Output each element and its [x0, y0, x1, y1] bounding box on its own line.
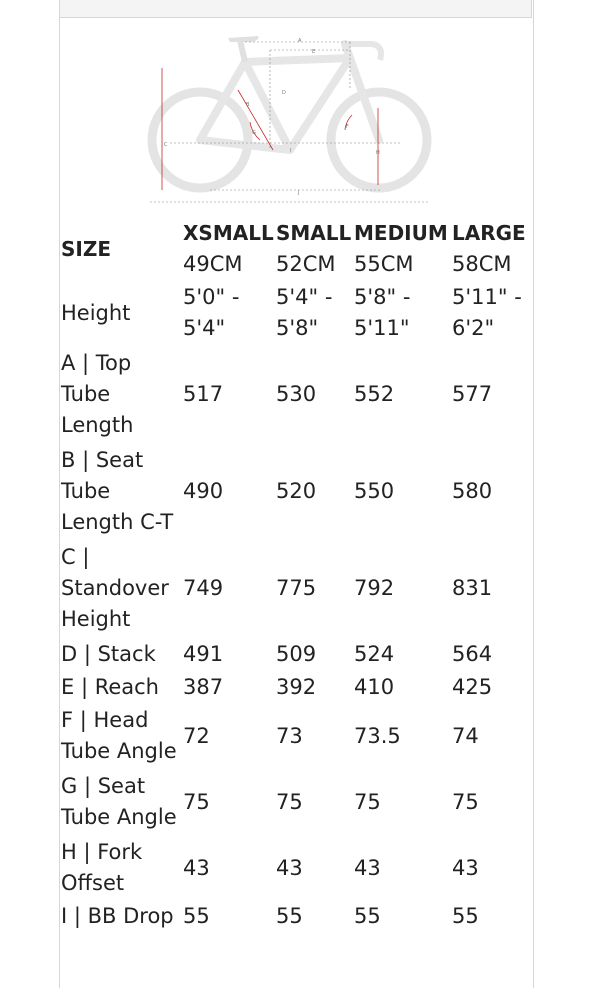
- svg-text:A: A: [298, 38, 302, 44]
- panel-header-bar: [59, 0, 532, 18]
- row-label: I | BB Drop: [61, 904, 174, 928]
- table-cell: 520: [276, 479, 317, 503]
- table-cell: 5'0" - 5'4": [183, 285, 240, 340]
- size-header-label: SIZE: [61, 236, 112, 261]
- size-header-row: [61, 218, 532, 249]
- svg-text:I: I: [290, 148, 292, 154]
- reference-dashes: [150, 42, 430, 202]
- size-medium: MEDIUM: [354, 221, 448, 245]
- table-cell: 491: [183, 642, 224, 666]
- table-cell: 5'11" - 6'2": [452, 285, 522, 340]
- table-cell: 490: [183, 479, 224, 503]
- svg-text:E: E: [312, 49, 316, 55]
- table-cell: 74: [452, 723, 479, 748]
- table-row: [61, 280, 532, 346]
- table-cell: 577: [452, 382, 493, 406]
- svg-text:C: C: [164, 142, 168, 148]
- seatpost: [240, 40, 245, 62]
- svg-text:H: H: [376, 150, 380, 156]
- table-row: [61, 540, 532, 637]
- table-cell: 55: [276, 904, 303, 928]
- row-label: H | Fork Offset: [61, 840, 143, 895]
- row-label: F | Head Tube Angle: [61, 708, 177, 763]
- table-cell: 792: [354, 576, 395, 600]
- table-cell: 392: [276, 675, 317, 699]
- table-cell: 580: [452, 479, 493, 503]
- svg-text:G: G: [252, 130, 256, 136]
- row-label: B | Seat Tube Length C-T: [61, 448, 174, 534]
- table-cell: 775: [276, 576, 317, 600]
- frame-size-cell: 58CM: [452, 252, 512, 276]
- table-cell: 550: [354, 479, 395, 503]
- table-cell: 73.5: [354, 723, 401, 748]
- table-cell: 55: [452, 904, 479, 928]
- row-label: Height: [61, 300, 131, 325]
- table-cell: 55: [354, 904, 381, 928]
- table-cell: 5'8" - 5'11": [354, 285, 411, 340]
- table-cell: 43: [452, 855, 479, 880]
- table-row: [61, 443, 532, 540]
- row-label: E | Reach: [61, 675, 159, 699]
- table-row: [61, 672, 532, 703]
- table-cell: 509: [276, 642, 317, 666]
- table-cell: 831: [452, 576, 493, 600]
- table-cell: 5'4" - 5'8": [276, 285, 333, 340]
- table-cell: 73: [276, 723, 303, 748]
- table-cell: 72: [183, 723, 210, 748]
- geometry-table: [61, 218, 532, 932]
- table-cell: 43: [354, 855, 381, 880]
- table-cell: 43: [276, 855, 303, 880]
- table-row: [61, 769, 532, 835]
- bike-geometry-diagram: [140, 30, 450, 208]
- svg-text:J: J: [298, 190, 300, 196]
- table-cell: 749: [183, 576, 224, 600]
- svg-text:D: D: [282, 90, 286, 96]
- table-row: [61, 637, 532, 672]
- table-cell: 75: [354, 789, 381, 814]
- table-row: [61, 901, 532, 932]
- table-row: [61, 703, 532, 769]
- table-row: [61, 346, 532, 443]
- table-cell: 530: [276, 382, 317, 406]
- table-cell: 517: [183, 382, 224, 406]
- svg-text:F: F: [346, 124, 349, 130]
- table-cell: 43: [183, 855, 210, 880]
- table-cell: 75: [183, 789, 210, 814]
- row-label: A | Top Tube Length: [61, 351, 134, 437]
- table-cell: 564: [452, 642, 493, 666]
- table-cell: 75: [452, 789, 479, 814]
- table-row: [61, 835, 532, 901]
- table-cell: 524: [354, 642, 395, 666]
- table-cell: 410: [354, 675, 395, 699]
- table-cell: 425: [452, 675, 493, 699]
- frame-size-cell: 52CM: [276, 252, 336, 276]
- table-cell: 75: [276, 789, 303, 814]
- size-xsmall: XSMALL: [183, 221, 274, 245]
- frame-size-cell: 49CM: [183, 252, 243, 276]
- row-label: C | Standover Height: [61, 545, 169, 631]
- table-cell: 387: [183, 675, 224, 699]
- size-small: SMALL: [276, 221, 352, 245]
- row-label: G | Seat Tube Angle: [61, 774, 177, 829]
- svg-text:B: B: [246, 102, 250, 108]
- size-large: LARGE: [452, 221, 526, 245]
- frame-size-cell: 55CM: [354, 252, 414, 276]
- table-cell: 55: [183, 904, 210, 928]
- row-label: D | Stack: [61, 642, 156, 666]
- table-cell: 552: [354, 382, 395, 406]
